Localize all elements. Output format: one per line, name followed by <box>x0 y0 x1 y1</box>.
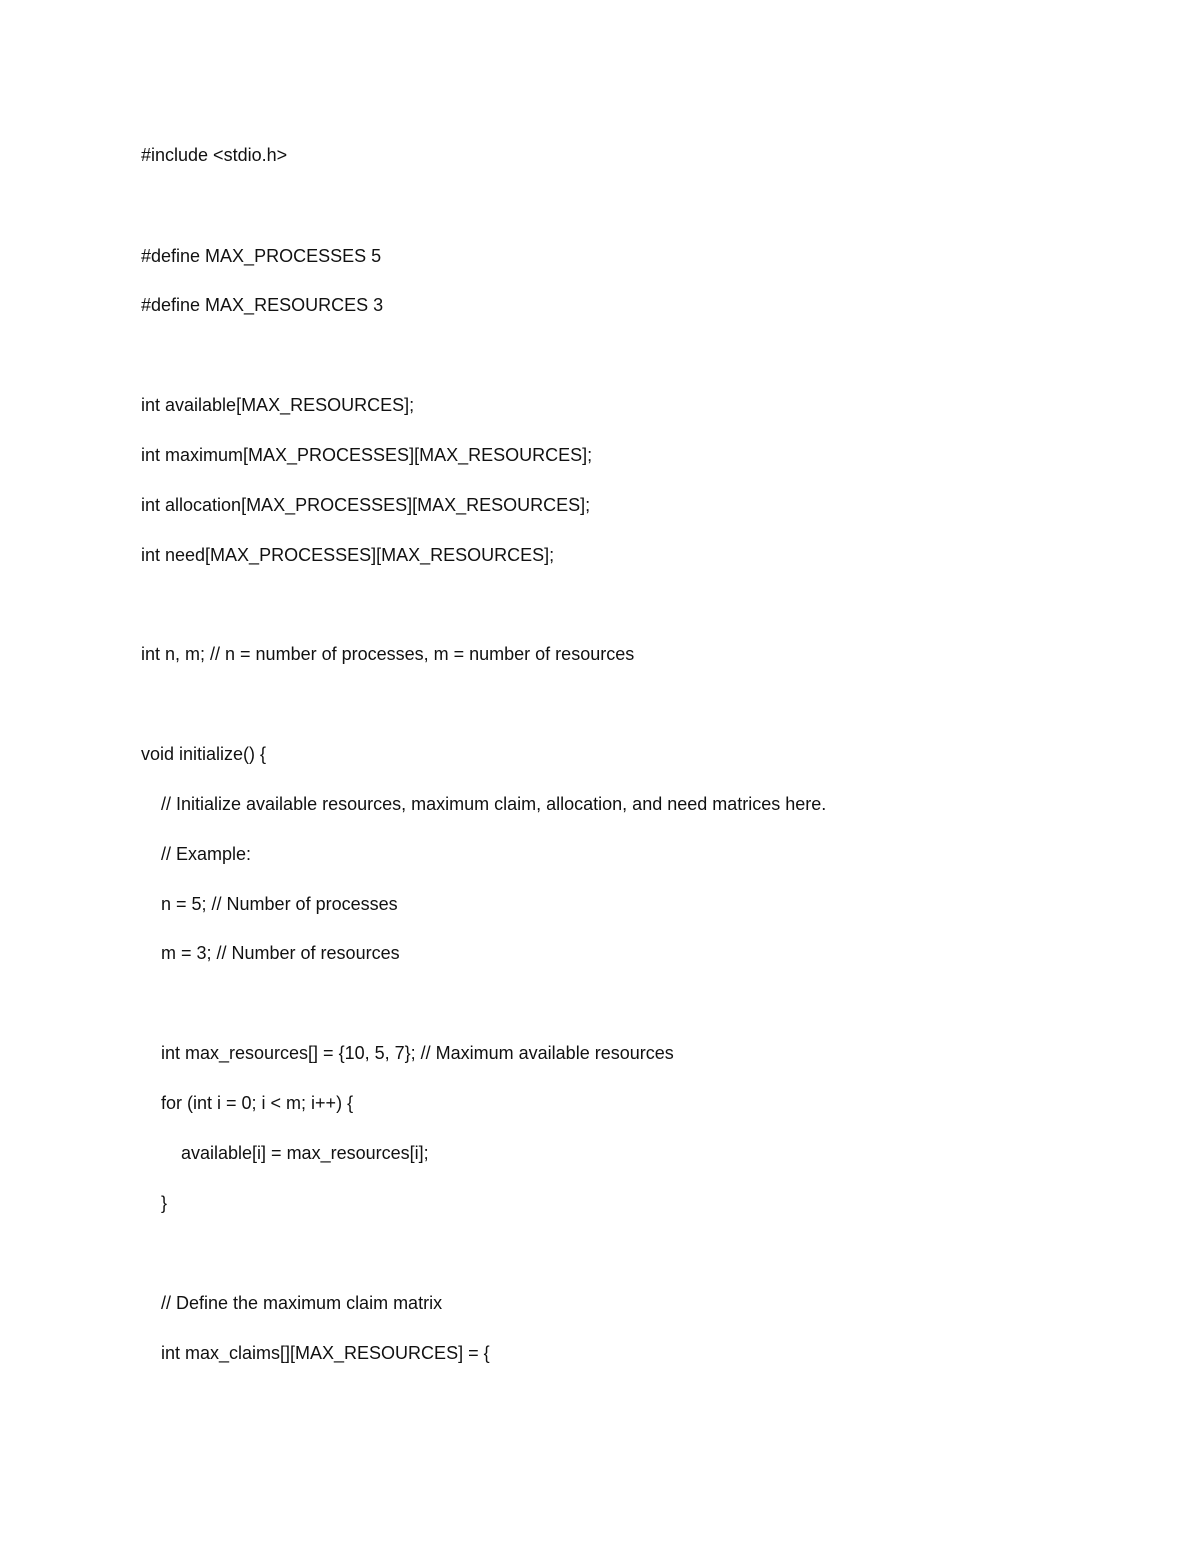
code-line-max-claims-decl: int max_claims[][MAX_RESOURCES] = { <box>161 1343 490 1363</box>
code-line-available-decl: int available[MAX_RESOURCES]; <box>141 395 415 415</box>
code-line-maximum-decl: int maximum[MAX_PROCESSES][MAX_RESOURCES]; <box>141 445 593 465</box>
code-line-need-decl: int need[MAX_PROCESSES][MAX_RESOURCES]; <box>141 545 555 565</box>
code-line-claim-comment: // Define the maximum claim matrix <box>161 1293 443 1313</box>
code-line-closing-brace: } <box>161 1193 168 1213</box>
code-line-available-assign: available[i] = max_resources[i]; <box>181 1143 429 1163</box>
code-line-for-loop: for (int i = 0; i < m; i++) { <box>161 1093 354 1113</box>
code-line-n-m-decl: int n, m; // n = number of processes, m = number of resources <box>141 644 635 664</box>
code-line-n-assign: n = 5; // Number of processes <box>161 894 398 914</box>
code-line-include: #include <stdio.h> <box>141 145 288 165</box>
code-line-allocation-decl: int allocation[MAX_PROCESSES][MAX_RESOURCES]; <box>141 495 591 515</box>
code-line-example-comment: // Example: <box>161 844 252 864</box>
code-line-define-processes: #define MAX_PROCESSES 5 <box>141 246 382 266</box>
code-line-define-resources: #define MAX_RESOURCES 3 <box>141 295 384 315</box>
code-line-max-resources: int max_resources[] = {10, 5, 7}; // Maximum available resources <box>161 1043 674 1063</box>
code-line-initialize-comment: // Initialize available resources, maximum claim, allocation, and need matrices here. <box>161 794 827 814</box>
code-line-initialize-signature: void initialize() { <box>141 744 267 764</box>
code-line-m-assign: m = 3; // Number of resources <box>161 943 400 963</box>
